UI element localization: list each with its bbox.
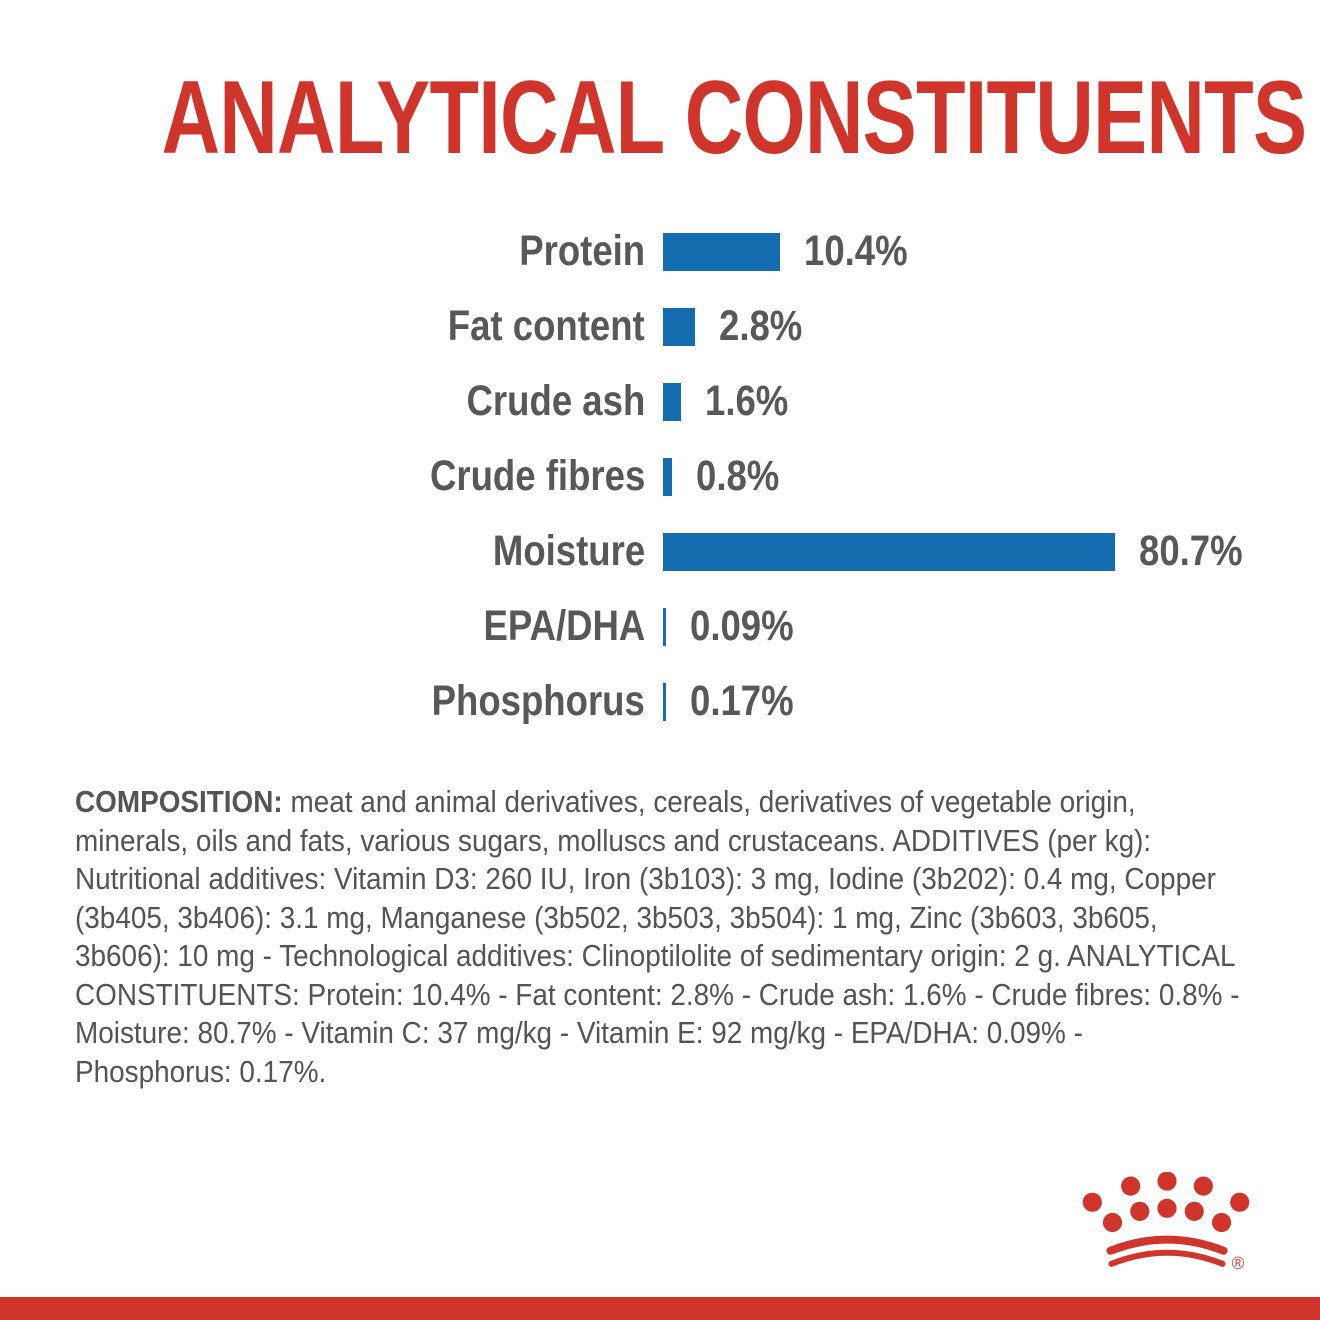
value-label-phosphorus bbox=[690, 677, 812, 726]
composition-paragraph bbox=[75, 783, 1247, 1091]
chart-row-fat-content bbox=[0, 289, 1320, 364]
chart-row-epa-dha bbox=[0, 589, 1320, 664]
royal-canin-crown-logo bbox=[1080, 1172, 1252, 1278]
row-label-moisture bbox=[0, 527, 663, 576]
bar-fat-content bbox=[663, 308, 695, 346]
crown-dot bbox=[1212, 1213, 1231, 1232]
value-label-protein bbox=[804, 227, 926, 276]
row-label-fat-content bbox=[0, 302, 663, 351]
row-label-text: Fat content bbox=[448, 302, 645, 350]
row-label-text: Phosphorus bbox=[431, 677, 645, 725]
row-label-text: Crude fibres bbox=[429, 452, 645, 500]
value-label-text: 0.09% bbox=[690, 602, 794, 650]
chart-row-crude-ash bbox=[0, 364, 1320, 439]
value-label-text: 0.17% bbox=[690, 677, 794, 725]
crown-dot bbox=[1157, 1199, 1176, 1218]
bar-moisture bbox=[663, 533, 1115, 571]
composition-text: meat and animal derivatives, cereals, derivatives of vegetable origin, minerals, oils and fats, various sugars, molluscs and crustaceans. ADDITIVES (per kg): Nutritional additives: Vitamin D3: 260 IU, Iron (3b103): 3 mg, Iodine (3b202): 0.4 mg, Copper (3b405, 3b406): 3.1 mg, Manganese (3b502, 3b503, 3b504): 1 mg, Zinc (3b603, 3b605, 3b606): 10 mg - Technological additives: Clinoptilolite of sedimentary origin: 2 g. ANALYTICAL CONSTITUENTS: Protein: 10.4% - Fat content: 2.8% - Crude ash: 1.6% - Crude fibres: 0.8% - Moisture: 80.7% - Vitamin C: 37 mg/kg - Vitamin E: 92 mg/kg - EPA/DHA: 0.09% - Phosphorus: 0.17%. bbox=[75, 784, 1240, 1089]
crown-dot bbox=[1185, 1202, 1204, 1221]
bar-protein bbox=[663, 233, 780, 271]
registered-trademark: ® bbox=[1231, 1252, 1245, 1273]
chart-row-protein bbox=[0, 214, 1320, 289]
chart-row-moisture bbox=[0, 514, 1320, 589]
crown-dot bbox=[1157, 1172, 1176, 1191]
bar-epa-dha bbox=[663, 608, 666, 646]
row-label-crude-ash bbox=[0, 377, 663, 426]
value-label-text: 1.6% bbox=[705, 377, 789, 425]
value-label-crude-ash bbox=[705, 377, 803, 426]
value-label-moisture bbox=[1139, 527, 1261, 576]
row-label-text: Moisture bbox=[492, 527, 645, 575]
row-label-text: Protein bbox=[519, 227, 645, 275]
chart-row-crude-fibres bbox=[0, 439, 1320, 514]
value-label-text: 10.4% bbox=[804, 227, 908, 275]
crown-dot bbox=[1083, 1193, 1102, 1212]
bar-crude-ash bbox=[663, 383, 681, 421]
row-label-crude-fibres bbox=[0, 452, 663, 501]
row-label-text: EPA/DHA bbox=[483, 602, 645, 650]
crown-dot bbox=[1121, 1177, 1140, 1196]
value-label-text: 0.8% bbox=[696, 452, 780, 500]
page-title bbox=[0, 60, 1320, 176]
analytical-constituents-chart bbox=[0, 214, 1320, 739]
bar-phosphorus bbox=[663, 683, 666, 721]
row-label-text: Crude ash bbox=[466, 377, 645, 425]
crown-dot bbox=[1103, 1213, 1122, 1232]
crown-dot bbox=[1194, 1177, 1213, 1196]
composition-label: COMPOSITION: bbox=[75, 784, 283, 819]
value-label-text: 2.8% bbox=[718, 302, 802, 350]
crown-arc bbox=[1111, 1253, 1222, 1264]
row-label-epa-dha bbox=[0, 602, 663, 651]
value-label-crude-fibres bbox=[696, 452, 794, 501]
crown-dot bbox=[1130, 1202, 1149, 1221]
bar-crude-fibres bbox=[663, 458, 672, 496]
row-label-phosphorus bbox=[0, 677, 663, 726]
crown-dot bbox=[1230, 1193, 1249, 1212]
bottom-red-bar bbox=[0, 1297, 1320, 1320]
value-label-epa-dha bbox=[690, 602, 812, 651]
page-title-text: ANALYTICAL CONSTITUENTS bbox=[161, 60, 1307, 176]
value-label-text: 80.7% bbox=[1139, 527, 1243, 575]
crown-arc bbox=[1110, 1240, 1223, 1251]
value-label-fat-content bbox=[719, 302, 817, 351]
row-label-protein bbox=[0, 227, 663, 276]
chart-row-phosphorus bbox=[0, 664, 1320, 739]
